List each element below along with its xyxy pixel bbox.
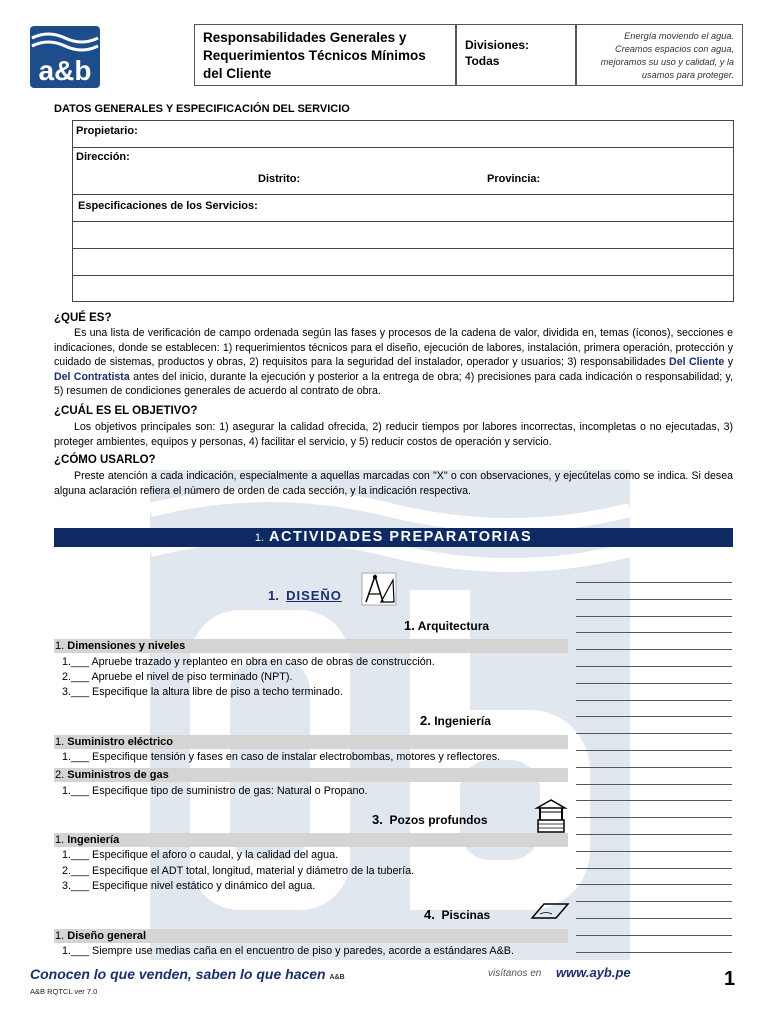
observation-line (576, 834, 732, 835)
observation-line (576, 918, 732, 919)
observation-line (576, 935, 732, 936)
pools-heading: 4. Piscinas (424, 907, 491, 922)
province-label: Provincia: (487, 173, 541, 185)
divisions-cell (456, 24, 576, 86)
water-well-icon (534, 798, 568, 834)
what-is-paragraph: Es una lista de verificación de campo ordenada según las fases y procesos de la cadena de valor, dividida en, temas (íconos), secciones e indicaciones, donde se establecen: 1) requerimientos técnicos para el diseño, ejecución de labores, instalación, primera operación, protección y cuidado de sistemas, productos y obras, 2) requisitos para la seguridad del instalador, operador y usuarios; 3) responsabilidades Del Cliente y Del Contratista antes del inicio, durante la ejecución y posterior a la entrega de obra; 4) precisiones para cada indicación o responsabilidad; y, 5) resumen de condiciones generales de acuerdo al contrato de obra. (54, 327, 733, 398)
owner-label: Propietario: (76, 125, 138, 137)
list-item: 1.___ Siempre use medias caña en el encuentro de piso y paredes, acorde a estándares A&B. (62, 945, 514, 957)
website-link[interactable]: www.ayb.pe (556, 965, 631, 980)
list-item: 3.___ Especifique la altura libre de piso a techo terminado. (62, 686, 343, 698)
observation-line (576, 582, 732, 583)
observation-line (576, 851, 732, 852)
well-engineering-bar: 1. Ingeniería (54, 833, 568, 847)
observation-line (576, 901, 732, 902)
engineering-heading: 2. Ingeniería (420, 713, 491, 728)
observation-line (576, 733, 732, 734)
list-item: 2.___ Especifique el ADT total, longitud, material y diámetro de la tubería. (62, 865, 415, 877)
contractor-emphasis: Del Contratista (54, 370, 130, 383)
district-label: Distrito: (258, 173, 301, 185)
observation-line (576, 683, 732, 684)
pool-icon (530, 902, 570, 920)
design-heading: 1. DISEÑO (268, 588, 342, 603)
drafting-tools-icon (361, 572, 397, 606)
page-number: 1 (724, 968, 736, 990)
deep-wells-heading: 3. Pozos profundos (372, 812, 488, 827)
divisions-label: Divisiones: (465, 38, 530, 52)
observation-line (576, 649, 732, 650)
what-is-heading: ¿QUÉ ES? (54, 312, 112, 324)
dimensions-levels-bar: 1. Dimensiones y niveles (54, 639, 568, 653)
client-emphasis: Del Cliente (669, 356, 725, 369)
visit-label: visítanos en (488, 968, 542, 979)
version-label: A&B RQTCL ver 7.0 (30, 987, 98, 996)
observation-line (576, 616, 732, 617)
header-slogan: Energía moviendo el agua. Creamos espacios con agua, mejoramos su uso y calidad, y la usamos para proteger. (576, 24, 743, 86)
observation-line (576, 817, 732, 818)
observation-line (576, 868, 732, 869)
objective-paragraph: Los objetivos principales son: 1) asegurar la calidad ofrecida, 2) reducir tiempos por labores incorrectas, incompletas o no ejecutadas, 3) proteger ambientes, equipos y personas, 4) facilitar el servicio, y 5) reducir costos de operación y servicio. (54, 421, 733, 448)
objective-heading: ¿CUÁL ES EL OBJETIVO? (54, 405, 198, 417)
svg-text:a&b: a&b (38, 55, 92, 86)
architecture-heading: 1. Arquitectura (404, 618, 490, 633)
gas-supply-bar: 2. Suministros de gas (54, 768, 568, 782)
list-item: 1.___ Especifique tensión y fases en caso de instalar electrobombas, motores y reflectores. (62, 751, 501, 763)
section-band: 1. ACTIVIDADES PREPARATORIAS (54, 528, 733, 547)
observation-line (576, 952, 732, 953)
how-to-use-paragraph: Preste atención a cada indicación, especialmente a aquellas marcadas con "X" o con observaciones, y ejecútelas como se indica. Si desea alguna aclaración refiera el número de orden de cada sección, y la indicación respectiva. (54, 470, 733, 497)
specs-label: Especificaciones de los Servicios: (78, 200, 258, 212)
electric-supply-bar: 1. Suministro eléctrico (54, 735, 568, 749)
observation-line (576, 884, 732, 885)
general-data-form (72, 120, 734, 302)
document-title: Responsabilidades Generales y Requerimientos Técnicos Mínimos del Cliente (194, 24, 456, 86)
section-title: ACTIVIDADES PREPARATORIAS (269, 529, 533, 545)
list-item: 1.___ Especifique el aforo o caudal, y la calidad del agua. (62, 849, 339, 861)
list-item: 3.___ Especifique nivel estático y dinámico del agua. (62, 880, 316, 892)
observation-line (576, 716, 732, 717)
address-label: Dirección: (76, 151, 130, 163)
general-data-title: DATOS GENERALES Y ESPECIFICACIÓN DEL SERVICIO (54, 103, 350, 115)
observation-line (576, 599, 732, 600)
observation-line (576, 800, 732, 801)
observation-line (576, 767, 732, 768)
observation-line (576, 784, 732, 785)
observation-line (576, 700, 732, 701)
divisions-value: Todas (465, 54, 500, 68)
list-item: 1.___ Apruebe trazado y replanteo en obra en caso de obras de construcción. (62, 656, 435, 668)
observation-line (576, 666, 732, 667)
observation-line (576, 750, 732, 751)
list-item: 1.___ Especifique tipo de suministro de gas: Natural o Propano. (62, 785, 368, 797)
general-design-bar: 1. Diseño general (54, 929, 568, 943)
list-item: 2.___ Apruebe el nivel de piso terminado (NPT). (62, 671, 293, 683)
observation-line (576, 632, 732, 633)
footer-slogan: Conocen lo que venden, saben lo que hacen A&B (30, 966, 345, 982)
ab-logo (30, 26, 100, 88)
how-to-use-heading: ¿CÓMO USARLO? (54, 454, 156, 466)
